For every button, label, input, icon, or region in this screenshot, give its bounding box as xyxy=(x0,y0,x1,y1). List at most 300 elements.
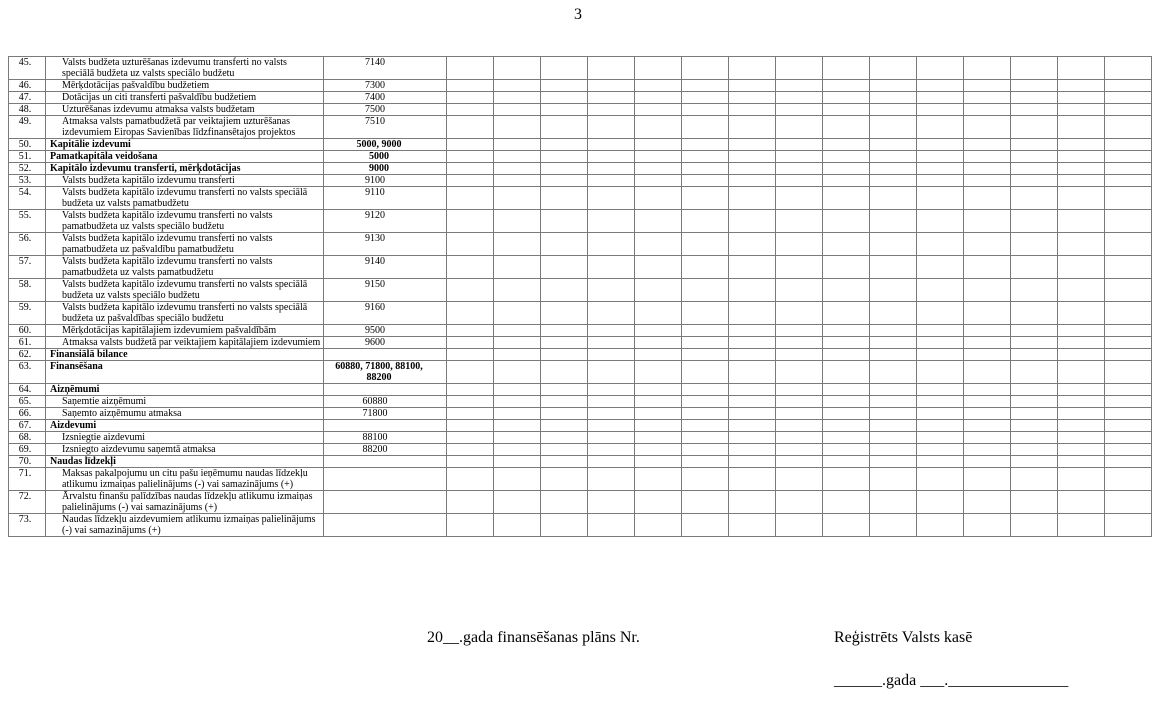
financing-plan-number-label: 20__.gada finansēšanas plāns Nr. xyxy=(427,629,640,646)
amount-cell xyxy=(1105,361,1152,384)
amount-cell xyxy=(964,491,1011,514)
amount-cell xyxy=(1011,187,1058,210)
amount-cell xyxy=(823,349,870,361)
amount-cell xyxy=(917,337,964,349)
row-number: 67. xyxy=(9,420,46,432)
amount-cell xyxy=(729,116,776,139)
amount-cell xyxy=(729,325,776,337)
amount-cell xyxy=(870,302,917,325)
amount-cell xyxy=(964,349,1011,361)
amount-cell xyxy=(823,420,870,432)
amount-cell xyxy=(635,57,682,80)
amount-cell xyxy=(447,514,494,537)
amount-cell xyxy=(917,210,964,233)
row-number: 66. xyxy=(9,408,46,420)
amount-cell xyxy=(823,384,870,396)
amount-cell xyxy=(964,233,1011,256)
amount-cell xyxy=(729,491,776,514)
amount-cell xyxy=(588,175,635,187)
amount-cell xyxy=(447,325,494,337)
amount-cell xyxy=(1058,116,1105,139)
amount-cell xyxy=(682,396,729,408)
amount-cell xyxy=(964,514,1011,537)
amount-cell xyxy=(682,175,729,187)
amount-cell xyxy=(682,256,729,279)
row-description: Valsts budžeta kapitālo izdevumu transferti no valsts pamatbudžeta uz pašvaldību pamatbudžetu xyxy=(46,233,324,256)
amount-cell xyxy=(541,420,588,432)
table-row xyxy=(9,104,1152,116)
amount-cell xyxy=(1011,104,1058,116)
amount-cell xyxy=(776,444,823,456)
row-classification-code: 7300 xyxy=(324,80,447,92)
amount-cell xyxy=(447,210,494,233)
amount-cell xyxy=(541,233,588,256)
table-row xyxy=(9,92,1152,104)
row-classification-code: 9140 xyxy=(324,256,447,279)
amount-cell xyxy=(447,420,494,432)
amount-cell xyxy=(917,233,964,256)
amount-cell xyxy=(682,349,729,361)
amount-cell xyxy=(1058,92,1105,104)
table-row xyxy=(9,163,1152,175)
amount-cell xyxy=(729,175,776,187)
amount-cell xyxy=(588,151,635,163)
amount-cell xyxy=(541,468,588,491)
amount-cell xyxy=(823,139,870,151)
amount-cell xyxy=(447,92,494,104)
amount-cell xyxy=(1105,420,1152,432)
row-description: Naudas līdzekļu aizdevumiem atlikumu izmaiņas palielinājums (-) vai samazinājums (+) xyxy=(46,514,324,537)
amount-cell xyxy=(1058,444,1105,456)
amount-cell xyxy=(870,325,917,337)
amount-cell xyxy=(682,92,729,104)
row-classification-code: 9150 xyxy=(324,279,447,302)
amount-cell xyxy=(541,104,588,116)
amount-cell xyxy=(1058,233,1105,256)
amount-cell xyxy=(588,444,635,456)
amount-cell xyxy=(682,57,729,80)
amount-cell xyxy=(635,361,682,384)
amount-cell xyxy=(729,349,776,361)
amount-cell xyxy=(588,420,635,432)
amount-cell xyxy=(870,349,917,361)
amount-cell xyxy=(823,444,870,456)
amount-cell xyxy=(870,361,917,384)
amount-cell xyxy=(870,57,917,80)
amount-cell xyxy=(917,116,964,139)
amount-cell xyxy=(870,151,917,163)
amount-cell xyxy=(870,456,917,468)
amount-cell xyxy=(823,57,870,80)
amount-cell xyxy=(1058,187,1105,210)
amount-cell xyxy=(494,302,541,325)
amount-cell xyxy=(635,151,682,163)
amount-cell xyxy=(635,432,682,444)
amount-cell xyxy=(541,514,588,537)
row-description: Naudas līdzekļi xyxy=(46,456,324,468)
financing-plan-table xyxy=(8,56,1152,537)
row-number: 46. xyxy=(9,80,46,92)
amount-cell xyxy=(1105,256,1152,279)
amount-cell xyxy=(1058,468,1105,491)
amount-cell xyxy=(870,420,917,432)
table-row xyxy=(9,384,1152,396)
table-row xyxy=(9,408,1152,420)
row-number: 51. xyxy=(9,151,46,163)
amount-cell xyxy=(494,116,541,139)
amount-cell xyxy=(635,514,682,537)
amount-cell xyxy=(729,432,776,444)
amount-cell xyxy=(776,256,823,279)
amount-cell xyxy=(870,92,917,104)
amount-cell xyxy=(776,456,823,468)
amount-cell xyxy=(1105,139,1152,151)
amount-cell xyxy=(729,302,776,325)
amount-cell xyxy=(447,116,494,139)
amount-cell xyxy=(494,210,541,233)
amount-cell xyxy=(1011,408,1058,420)
amount-cell xyxy=(917,302,964,325)
row-description: Valsts budžeta kapitālo izdevumu transferti no valsts speciālā budžeta uz valsts speciālo budžetu xyxy=(46,279,324,302)
amount-cell xyxy=(917,57,964,80)
row-number: 68. xyxy=(9,432,46,444)
amount-cell xyxy=(447,456,494,468)
amount-cell xyxy=(870,468,917,491)
amount-cell xyxy=(870,256,917,279)
amount-cell xyxy=(494,514,541,537)
amount-cell xyxy=(635,349,682,361)
row-classification-code: 5000, 9000 xyxy=(324,139,447,151)
amount-cell xyxy=(588,384,635,396)
amount-cell xyxy=(494,349,541,361)
row-classification-code: 60880 xyxy=(324,396,447,408)
amount-cell xyxy=(823,92,870,104)
table-row xyxy=(9,325,1152,337)
row-classification-code: 7400 xyxy=(324,92,447,104)
amount-cell xyxy=(541,151,588,163)
amount-cell xyxy=(917,444,964,456)
amount-cell xyxy=(541,279,588,302)
amount-cell xyxy=(541,337,588,349)
amount-cell xyxy=(494,187,541,210)
row-description: Valsts budžeta kapitālo izdevumu transferti xyxy=(46,175,324,187)
amount-cell xyxy=(1011,302,1058,325)
amount-cell xyxy=(682,384,729,396)
amount-cell xyxy=(823,432,870,444)
amount-cell xyxy=(1105,151,1152,163)
amount-cell xyxy=(588,92,635,104)
amount-cell xyxy=(541,361,588,384)
amount-cell xyxy=(1105,233,1152,256)
amount-cell xyxy=(541,80,588,92)
amount-cell xyxy=(541,302,588,325)
amount-cell xyxy=(870,187,917,210)
amount-cell xyxy=(1011,139,1058,151)
amount-cell xyxy=(588,256,635,279)
amount-cell xyxy=(541,384,588,396)
amount-cell xyxy=(588,116,635,139)
amount-cell xyxy=(823,256,870,279)
amount-cell xyxy=(823,456,870,468)
amount-cell xyxy=(588,279,635,302)
amount-cell xyxy=(917,361,964,384)
amount-cell xyxy=(635,210,682,233)
amount-cell xyxy=(964,456,1011,468)
amount-cell xyxy=(776,57,823,80)
amount-cell xyxy=(917,92,964,104)
amount-cell xyxy=(917,151,964,163)
amount-cell xyxy=(494,491,541,514)
financing-plan-table-body xyxy=(9,57,1152,537)
amount-cell xyxy=(588,468,635,491)
amount-cell xyxy=(964,163,1011,175)
amount-cell xyxy=(635,80,682,92)
amount-cell xyxy=(776,325,823,337)
amount-cell xyxy=(494,279,541,302)
amount-cell xyxy=(729,104,776,116)
row-description: Dotācijas un citi transferti pašvaldību budžetiem xyxy=(46,92,324,104)
amount-cell xyxy=(729,256,776,279)
amount-cell xyxy=(588,337,635,349)
amount-cell xyxy=(776,233,823,256)
amount-cell xyxy=(776,337,823,349)
amount-cell xyxy=(1105,444,1152,456)
amount-cell xyxy=(917,432,964,444)
row-classification-code: 9500 xyxy=(324,325,447,337)
amount-cell xyxy=(494,468,541,491)
amount-cell xyxy=(729,80,776,92)
amount-cell xyxy=(823,325,870,337)
amount-cell xyxy=(1011,384,1058,396)
row-number: 48. xyxy=(9,104,46,116)
treasury-registration-label: Reģistrēts Valsts kasē xyxy=(834,629,973,646)
amount-cell xyxy=(588,456,635,468)
row-number: 69. xyxy=(9,444,46,456)
amount-cell xyxy=(635,396,682,408)
amount-cell xyxy=(541,456,588,468)
amount-cell xyxy=(588,432,635,444)
table-row xyxy=(9,279,1152,302)
row-number: 60. xyxy=(9,325,46,337)
row-number: 50. xyxy=(9,139,46,151)
amount-cell xyxy=(494,163,541,175)
amount-cell xyxy=(447,361,494,384)
amount-cell xyxy=(541,491,588,514)
amount-cell xyxy=(964,116,1011,139)
amount-cell xyxy=(917,396,964,408)
row-number: 56. xyxy=(9,233,46,256)
amount-cell xyxy=(917,80,964,92)
table-row xyxy=(9,80,1152,92)
amount-cell xyxy=(541,256,588,279)
row-description: Izsniegtie aizdevumi xyxy=(46,432,324,444)
row-description: Valsts budžeta kapitālo izdevumu transferti no valsts pamatbudžeta uz valsts speciālo budžetu xyxy=(46,210,324,233)
amount-cell xyxy=(682,468,729,491)
amount-cell xyxy=(447,491,494,514)
amount-cell xyxy=(494,57,541,80)
amount-cell xyxy=(823,361,870,384)
amount-cell xyxy=(729,420,776,432)
row-description: Valsts budžeta kapitālo izdevumu transferti no valsts speciālā budžeta uz valsts pamatbudžetu xyxy=(46,187,324,210)
amount-cell xyxy=(870,514,917,537)
amount-cell xyxy=(1105,302,1152,325)
row-description: Saņemtie aizņēmumi xyxy=(46,396,324,408)
amount-cell xyxy=(1105,349,1152,361)
row-number: 63. xyxy=(9,361,46,384)
amount-cell xyxy=(776,396,823,408)
amount-cell xyxy=(964,92,1011,104)
amount-cell xyxy=(729,361,776,384)
amount-cell xyxy=(635,444,682,456)
amount-cell xyxy=(1105,325,1152,337)
amount-cell xyxy=(541,210,588,233)
amount-cell xyxy=(776,514,823,537)
amount-cell xyxy=(588,210,635,233)
amount-cell xyxy=(776,116,823,139)
row-classification-code xyxy=(324,491,447,514)
table-row xyxy=(9,175,1152,187)
amount-cell xyxy=(588,187,635,210)
amount-cell xyxy=(1011,432,1058,444)
amount-cell xyxy=(964,468,1011,491)
amount-cell xyxy=(447,57,494,80)
amount-cell xyxy=(635,175,682,187)
amount-cell xyxy=(1105,408,1152,420)
amount-cell xyxy=(494,420,541,432)
amount-cell xyxy=(1058,337,1105,349)
amount-cell xyxy=(541,325,588,337)
table-row xyxy=(9,420,1152,432)
amount-cell xyxy=(1105,468,1152,491)
row-description: Aizdevumi xyxy=(46,420,324,432)
amount-cell xyxy=(588,396,635,408)
amount-cell xyxy=(682,432,729,444)
amount-cell xyxy=(635,187,682,210)
amount-cell xyxy=(1011,514,1058,537)
amount-cell xyxy=(1011,491,1058,514)
table-row xyxy=(9,444,1152,456)
amount-cell xyxy=(870,80,917,92)
amount-cell xyxy=(729,444,776,456)
amount-cell xyxy=(776,92,823,104)
amount-cell xyxy=(1011,163,1058,175)
row-classification-code xyxy=(324,420,447,432)
amount-cell xyxy=(823,116,870,139)
amount-cell xyxy=(823,104,870,116)
amount-cell xyxy=(776,151,823,163)
amount-cell xyxy=(682,116,729,139)
row-number: 71. xyxy=(9,468,46,491)
amount-cell xyxy=(776,80,823,92)
amount-cell xyxy=(447,80,494,92)
row-description: Ārvalstu finanšu palīdzības naudas līdzekļu atlikumu izmaiņas palielinājums (-) vai samazinājums (+) xyxy=(46,491,324,514)
amount-cell xyxy=(1058,210,1105,233)
row-number: 58. xyxy=(9,279,46,302)
amount-cell xyxy=(917,468,964,491)
row-number: 53. xyxy=(9,175,46,187)
amount-cell xyxy=(447,396,494,408)
row-number: 72. xyxy=(9,491,46,514)
row-description: Atmaksa valsts pamatbudžetā par veiktajiem uzturēšanas izdevumiem Eiropas Savienības līdzfinansētajos projektos xyxy=(46,116,324,139)
row-classification-code: 9160 xyxy=(324,302,447,325)
amount-cell xyxy=(1011,337,1058,349)
amount-cell xyxy=(1011,151,1058,163)
amount-cell xyxy=(682,139,729,151)
row-classification-code: 7140 xyxy=(324,57,447,80)
amount-cell xyxy=(541,116,588,139)
amount-cell xyxy=(823,151,870,163)
amount-cell xyxy=(541,92,588,104)
amount-cell xyxy=(494,175,541,187)
amount-cell xyxy=(870,104,917,116)
row-number: 47. xyxy=(9,92,46,104)
amount-cell xyxy=(917,175,964,187)
table-row xyxy=(9,337,1152,349)
amount-cell xyxy=(682,104,729,116)
amount-cell xyxy=(447,151,494,163)
amount-cell xyxy=(682,279,729,302)
table-row xyxy=(9,116,1152,139)
amount-cell xyxy=(682,420,729,432)
amount-cell xyxy=(964,80,1011,92)
row-number: 62. xyxy=(9,349,46,361)
amount-cell xyxy=(1105,279,1152,302)
amount-cell xyxy=(635,163,682,175)
amount-cell xyxy=(823,187,870,210)
row-description: Valsts budžeta uzturēšanas izdevumu transferti no valsts speciālā budžeta uz valsts speciālo budžetu xyxy=(46,57,324,80)
amount-cell xyxy=(588,349,635,361)
amount-cell xyxy=(447,104,494,116)
amount-cell xyxy=(729,233,776,256)
amount-cell xyxy=(917,420,964,432)
amount-cell xyxy=(729,468,776,491)
row-number: 45. xyxy=(9,57,46,80)
amount-cell xyxy=(776,187,823,210)
amount-cell xyxy=(1105,514,1152,537)
amount-cell xyxy=(1058,432,1105,444)
amount-cell xyxy=(494,361,541,384)
amount-cell xyxy=(870,444,917,456)
amount-cell xyxy=(494,233,541,256)
amount-cell xyxy=(682,187,729,210)
amount-cell xyxy=(588,163,635,175)
amount-cell xyxy=(776,420,823,432)
row-classification-code: 9000 xyxy=(324,163,447,175)
amount-cell xyxy=(494,432,541,444)
amount-cell xyxy=(729,139,776,151)
row-description: Atmaksa valsts budžetā par veiktajiem kapitālajiem izdevumiem xyxy=(46,337,324,349)
row-classification-code: 88100 xyxy=(324,432,447,444)
amount-cell xyxy=(494,80,541,92)
amount-cell xyxy=(729,396,776,408)
row-number: 49. xyxy=(9,116,46,139)
amount-cell xyxy=(729,57,776,80)
amount-cell xyxy=(635,491,682,514)
amount-cell xyxy=(776,361,823,384)
table-row xyxy=(9,432,1152,444)
amount-cell xyxy=(1058,139,1105,151)
amount-cell xyxy=(1105,210,1152,233)
amount-cell xyxy=(635,325,682,337)
amount-cell xyxy=(682,444,729,456)
amount-cell xyxy=(1058,396,1105,408)
table-row xyxy=(9,468,1152,491)
amount-cell xyxy=(447,279,494,302)
amount-cell xyxy=(1105,104,1152,116)
amount-cell xyxy=(823,233,870,256)
row-description: Mērķdotācijas pašvaldību budžetiem xyxy=(46,80,324,92)
row-classification-code xyxy=(324,514,447,537)
